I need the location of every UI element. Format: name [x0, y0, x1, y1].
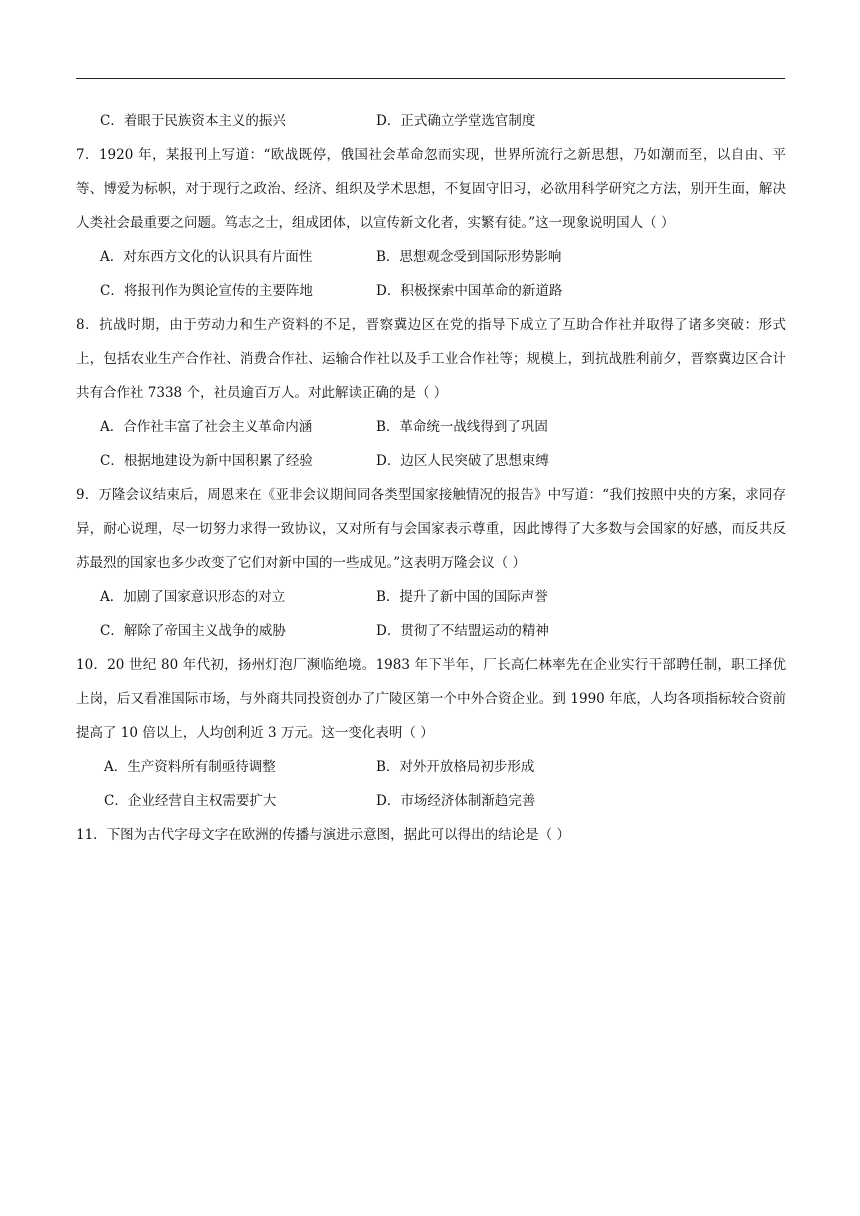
q7-option-c[interactable]: C．将报刊作为舆论宣传的主要阵地	[100, 283, 313, 299]
q9-option-d[interactable]: D．贯彻了不结盟运动的精神	[376, 623, 549, 639]
q9-option-c[interactable]: C．解除了帝国主义战争的威胁	[100, 623, 286, 639]
q7-option-a[interactable]: A．对东西方文化的认识具有片面性	[100, 249, 313, 265]
q9-stem: 9．万隆会议结束后，周恩来在《亚非会议期间同各类型国家接触情况的报告》中写道：“我们按照中央的方案，求同存异，耐心说理，尽一切努力求得一致协议，又对所有与会国家表示尊重，因此博得了大多数与会国家的好感，而反共反苏最烈的国家也多少改变了它们对新中国的一些成见。”这表明万隆会议（ ）	[76, 487, 786, 571]
q9-option-a[interactable]: A．加剧了国家意识形态的对立	[100, 589, 286, 605]
q8-stem: 8．抗战时期，由于劳动力和生产资料的不足，晋察冀边区在党的指导下成立了互助合作社并取得了诸多突破：形式上，包括农业生产合作社、消费合作社、运输合作社以及手工业合作社等；规模上，到抗战胜利前夕，晋察冀边区合计共有合作社 7338 个，社员逾百万人。对此解读正确的是（ ）	[76, 317, 786, 401]
q10-option-b[interactable]: B．对外开放格局初步形成	[376, 759, 535, 775]
q8-option-a[interactable]: A．合作社丰富了社会主义革命内涵	[100, 419, 313, 435]
q10-options-row-1	[76, 750, 786, 784]
q6-options-row-2	[76, 104, 786, 138]
question-content	[76, 104, 786, 852]
q10-stem: 10．20 世纪 80 年代初，扬州灯泡厂濒临绝境。1983 年下半年，厂长高仁林率先在企业实行干部聘任制，职工择优上岗，后又看准国际市场，与外商共同投资创办了广陵区第一个中外合资企业。到 1990 年底，人均各项指标较合资前提高了 10 倍以上，人均创利近 3 万元。这一变化表明（ ）	[76, 657, 786, 741]
q10-options-row-2	[76, 784, 786, 818]
q10-option-a[interactable]: A．生产资料所有制亟待调整	[104, 759, 276, 775]
q10-option-c[interactable]: C．企业经营自主权需要扩大	[104, 793, 277, 809]
q9-option-b[interactable]: B．提升了新中国的国际声誉	[376, 589, 548, 605]
q8-options-row-1	[76, 410, 786, 444]
q7-stem: 7．1920 年，某报刊上写道：“欧战既停，俄国社会革命忽而实现，世界所流行之新思想，乃如潮而至，以自由、平等、博爱为标帜，对于现行之政治、经济、组织及学术思想，不复固守旧习，必欲用科学研究之方法，别开生面，解决人类社会最重要之问题。笃志之士，组成团体，以宣传新文化者，实繁有徒。”这一现象说明国人（ ）	[76, 147, 786, 231]
q10-option-d[interactable]: D．市场经济体制渐趋完善	[376, 793, 536, 809]
q7-option-d[interactable]: D．积极探索中国革命的新道路	[376, 283, 563, 299]
q9-options-row-2	[76, 614, 786, 648]
q9-options-row-1	[76, 580, 786, 614]
q7-option-b[interactable]: B．思想观念受到国际形势影响	[376, 249, 562, 265]
q7-options-row-2	[76, 274, 786, 308]
q8-option-d[interactable]: D．边区人民突破了思想束缚	[376, 453, 549, 469]
header-divider	[76, 78, 785, 79]
q8-option-c[interactable]: C．根据地建设为新中国积累了经验	[100, 453, 313, 469]
q8-options-row-2	[76, 444, 786, 478]
q11-stem: 11．下图为古代字母文字在欧洲的传播与演进示意图，据此可以得出的结论是（ ）	[76, 827, 570, 843]
q6-option-c[interactable]: C．着眼于民族资本主义的振兴	[100, 113, 286, 129]
q7-options-row-1	[76, 240, 786, 274]
q8-option-b[interactable]: B．革命统一战线得到了巩固	[376, 419, 548, 435]
q6-option-d[interactable]: D．正式确立学堂选官制度	[376, 113, 536, 129]
